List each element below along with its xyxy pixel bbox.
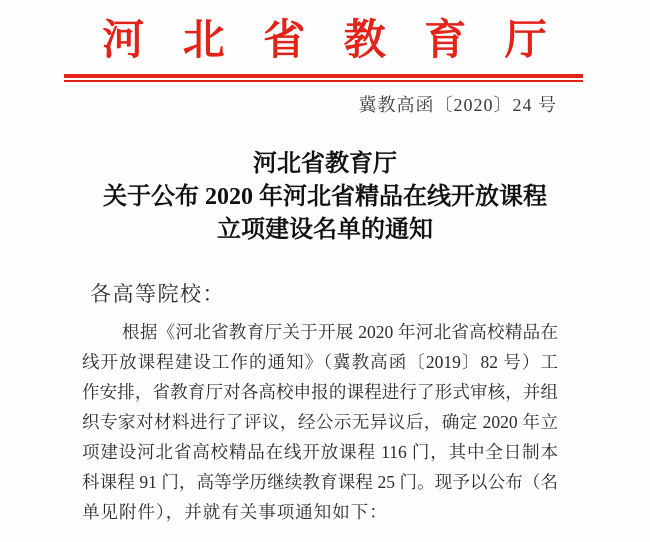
body-paragraph bbox=[82, 317, 558, 527]
paragraph-line: 科课程 91 门，高等学历继续教育课程 25 门。现予以公布（名 bbox=[82, 472, 558, 492]
notice-title-line-3: 立项建设名单的通知 bbox=[217, 217, 433, 243]
masthead-divider-thin-line bbox=[64, 80, 583, 82]
masthead-divider bbox=[64, 74, 583, 82]
notice-title bbox=[0, 148, 650, 247]
paragraph-line: 项建设河北省高校精品在线开放课程 116 门，其中全日制本 bbox=[82, 442, 558, 462]
paragraph-line: 单见附件），并就有关事项通知如下： bbox=[82, 502, 388, 522]
masthead-divider-thick-line bbox=[64, 74, 583, 78]
paragraph-line: 织专家对材料进行了评议，经公示无异议后，确定 2020 年立 bbox=[82, 412, 558, 432]
document-number: 冀教高函〔2020〕24 号 bbox=[358, 95, 557, 115]
paragraph-line: 作安排，省教育厅对各高校申报的课程进行了形式审核，并组 bbox=[82, 382, 558, 402]
paragraph-line: 线开放课程建设工作的通知》（冀教高函〔2019〕82 号）工 bbox=[82, 352, 558, 372]
salutation: 各高等院校： bbox=[90, 282, 225, 306]
agency-masthead: 河 北 省 教 育 厅 bbox=[102, 18, 548, 64]
paragraph-line: 根据《河北省教育厅关于开展 2020 年河北省高校精品在 bbox=[122, 322, 558, 342]
notice-title-line-2: 关于公布 2020 年河北省精品在线开放课程 bbox=[103, 184, 547, 210]
notice-title-line-1: 河北省教育厅 bbox=[253, 151, 397, 177]
